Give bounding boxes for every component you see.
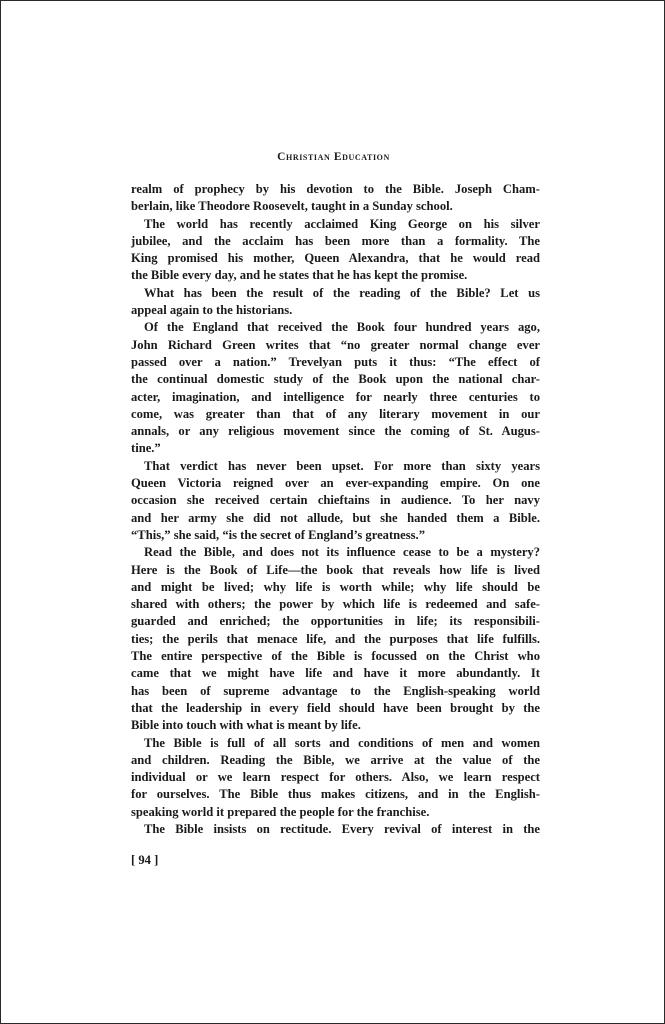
text-line: and might be lived; why life is worth while; why life should be [131, 579, 540, 594]
text-line: appeal again to the historians. [131, 303, 293, 318]
text-line: Queen Victoria reigned over an ever-expanding empire. On one [131, 476, 540, 491]
text-line: ties; the perils that menace life, and the purposes that life fulfills. [131, 631, 540, 646]
text-line: occasion she received certain chieftains in audience. To her navy [131, 493, 540, 508]
text-line: Bible into touch with what is meant by life. [131, 718, 361, 733]
text-line: individual or we learn respect for others. Also, we learn respect [131, 770, 540, 785]
text-line: What has been the result of the reading of the Bible? Let us [144, 285, 540, 300]
text-line: that the leadership in every field should have been brought by the [131, 700, 540, 715]
text-line: and her army she did not allude, but she handed them a Bible. [131, 510, 540, 525]
text-line: come, was greater than that of any literary movement in our [131, 406, 540, 421]
text-line: came that we might have life and have it more abundantly. It [131, 666, 540, 681]
text-line: Here is the Book of Life—the book that reveals how life is lived [131, 562, 540, 577]
text-line: for ourselves. The Bible thus makes citizens, and in the English- [131, 787, 540, 802]
text-line: realm of prophecy by his devotion to the Bible. Joseph Cham- [131, 182, 540, 196]
text-line: has been of supreme advantage to the English-speaking world [131, 683, 540, 698]
text-line: shared with others; the power by which life is redeemed and safe- [131, 597, 540, 612]
text-line: annals, or any religious movement since the coming of St. Augus- [131, 424, 540, 439]
text-line: The entire perspective of the Bible is focussed on the Christ who [131, 649, 540, 664]
text-line: tine.” [131, 441, 161, 456]
text-line: The Bible insists on rectitude. Every revival of interest in the [144, 821, 540, 836]
text-line: guarded and enriched; the opportunities in life; its responsibili- [131, 614, 540, 629]
text-line: speaking world it prepared the people for the franchise. [131, 804, 430, 819]
text-line: acter, imagination, and intelligence for nearly three centuries to [131, 389, 540, 404]
running-head: Christian Education [277, 151, 390, 163]
text-line: The Bible is full of all sorts and conditions of men and women [144, 735, 540, 750]
text-line: the continual domestic study of the Book upon the national char- [131, 372, 540, 387]
body-text [131, 181, 540, 838]
text-line: King promised his mother, Queen Alexandra, that he would read [131, 251, 540, 266]
text-line: That verdict has never been upset. For more than sixty years [144, 458, 540, 473]
text-line: berlain, like Theodore Roosevelt, taught in a Sunday school. [131, 199, 453, 214]
text-line: Of the England that received the Book four hundred years ago, [144, 320, 540, 335]
text-line: “This,” she said, “is the secret of England’s greatness.” [131, 527, 425, 542]
text-line: the Bible every day, and he states that he has kept the promise. [131, 268, 468, 283]
page-number: [ 94 ] [131, 853, 159, 867]
text-line: The world has recently acclaimed King George on his silver [144, 216, 540, 231]
text-line: John Richard Green writes that “no greater normal change ever [131, 337, 540, 352]
text-line: Read the Bible, and does not its influence cease to be a mystery? [144, 545, 540, 560]
text-line: passed over a nation.” Trevelyan puts it thus: “The effect of [131, 354, 540, 369]
text-line: jubilee, and the acclaim has been more than a formality. The [131, 233, 540, 248]
text-line: and children. Reading the Bible, we arrive at the value of the [131, 752, 540, 767]
